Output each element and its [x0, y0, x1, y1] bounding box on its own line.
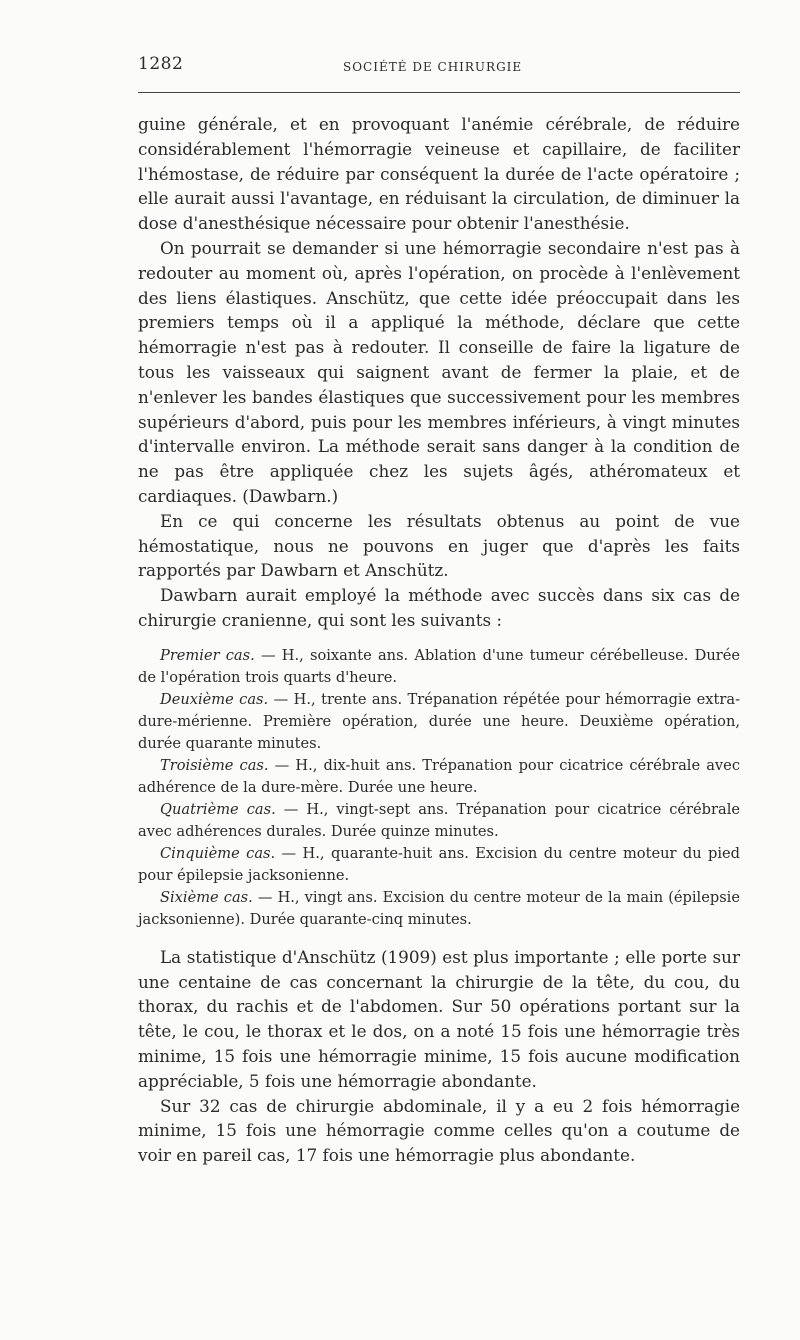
- case-title: Troisième cas.: [160, 756, 269, 774]
- case-list: [138, 645, 740, 931]
- case-title: Cinquième cas.: [160, 844, 276, 862]
- body-text: [138, 112, 740, 1168]
- case-item: [138, 689, 740, 755]
- paragraph: On pourrait se demander si une hémorragie secondaire n'est pas à redouter au moment où, après l'opération, on procède à l'enlèvement des liens élastiques. Anschütz, que cette idée préoccupait dans les premiers temps où il a appliqué la méthode, déclare que cette hémorragie n'est pas à redouter. Il conseille de faire la ligature de tous les vaisseaux qui saignent avant de fermer la plaie, et de n'enlever les bandes élastiques que successivement pour les membres supérieurs d'abord, puis pour les membres inférieurs, à vingt minutes d'intervalle environ. La méthode serait sans danger à la condition de ne pas être appliquée chez les sujets âgés, athéromateux et cardiaques. (Dawbarn.): [138, 237, 740, 506]
- running-head: SOCIÉTÉ DE CHIRURGIE: [343, 60, 523, 74]
- case-title: Deuxième cas.: [160, 690, 269, 708]
- case-item: [138, 645, 740, 689]
- case-item: [138, 799, 740, 843]
- document-page: [138, 48, 740, 1166]
- case-text: — H., vingt-sept ans. Trépanation pour cicatrice cérébrale avec adhérences durales. Durée quinze minutes.: [138, 800, 740, 840]
- case-title: Premier cas.: [160, 646, 255, 664]
- paragraph: Dawbarn aurait employé la méthode avec succès dans six cas de chirurgie cranienne, qui sont les suivants :: [138, 585, 740, 630]
- case-text: — H., dix-huit ans. Trépanation pour cicatrice cérébrale avec adhérence de la dure-mère. Durée une heure.: [138, 756, 740, 796]
- paragraph: En ce qui concerne les résultats obtenus au point de vue hémostatique, nous ne pouvons en juger que d'après les faits rapportés par Dawbarn et Anschütz.: [138, 510, 740, 581]
- paragraph: Sur 32 cas de chirurgie abdominale, il y a eu 2 fois hémorragie minime, 15 fois une hémorragie comme celles qu'on a coutume de voir en pareil cas, 17 fois une hémorragie plus abondante.: [138, 1095, 740, 1166]
- page-number: 1282: [138, 54, 184, 74]
- case-title: Quatrième cas.: [160, 800, 276, 818]
- paragraph: guine générale, et en provoquant l'anémie cérébrale, de réduire considérablement l'hémorragie veineuse et capillaire, de faciliter l'hémostase, de réduire par conséquent la durée de l'acte opératoire ; elle aurait aussi l'avantage, en réduisant la circulation, de diminuer la dose d'anesthésique nécessaire pour obtenir l'anesthésie.: [138, 114, 740, 234]
- case-item: [138, 843, 740, 887]
- case-text: — H., vingt ans. Excision du centre moteur de la main (épilepsie jacksonienne). Durée quarante-cinq minutes.: [138, 888, 740, 928]
- case-title: Sixième cas.: [160, 888, 253, 906]
- paragraph: La statistique d'Anschütz (1909) est plus importante ; elle porte sur une centaine de cas concernant la chirurgie de la tête, du cou, du thorax, du rachis et de l'abdomen. Sur 50 opérations portant sur la tête, le cou, le thorax et le dos, on a noté 15 fois une hémorragie très minime, 15 fois une hémorragie minime, 15 fois aucune modification appréciable, 5 fois une hémorragie abondante.: [138, 946, 740, 1091]
- case-text: — H., quarante-huit ans. Excision du centre moteur du pied pour épilepsie jacksonienne.: [138, 844, 740, 884]
- case-text: — H., trente ans. Trépanation répétée pour hémorragie extra-dure-mérienne. Première opération, durée une heure. Deuxième opération, durée quarante minutes.: [138, 690, 740, 752]
- case-text: — H., soixante ans. Ablation d'une tumeur cérébelleuse. Durée de l'opération trois quarts d'heure.: [138, 646, 740, 686]
- case-item: [138, 887, 740, 931]
- header-rule: [138, 92, 740, 93]
- page-header: [138, 48, 740, 78]
- case-item: [138, 755, 740, 799]
